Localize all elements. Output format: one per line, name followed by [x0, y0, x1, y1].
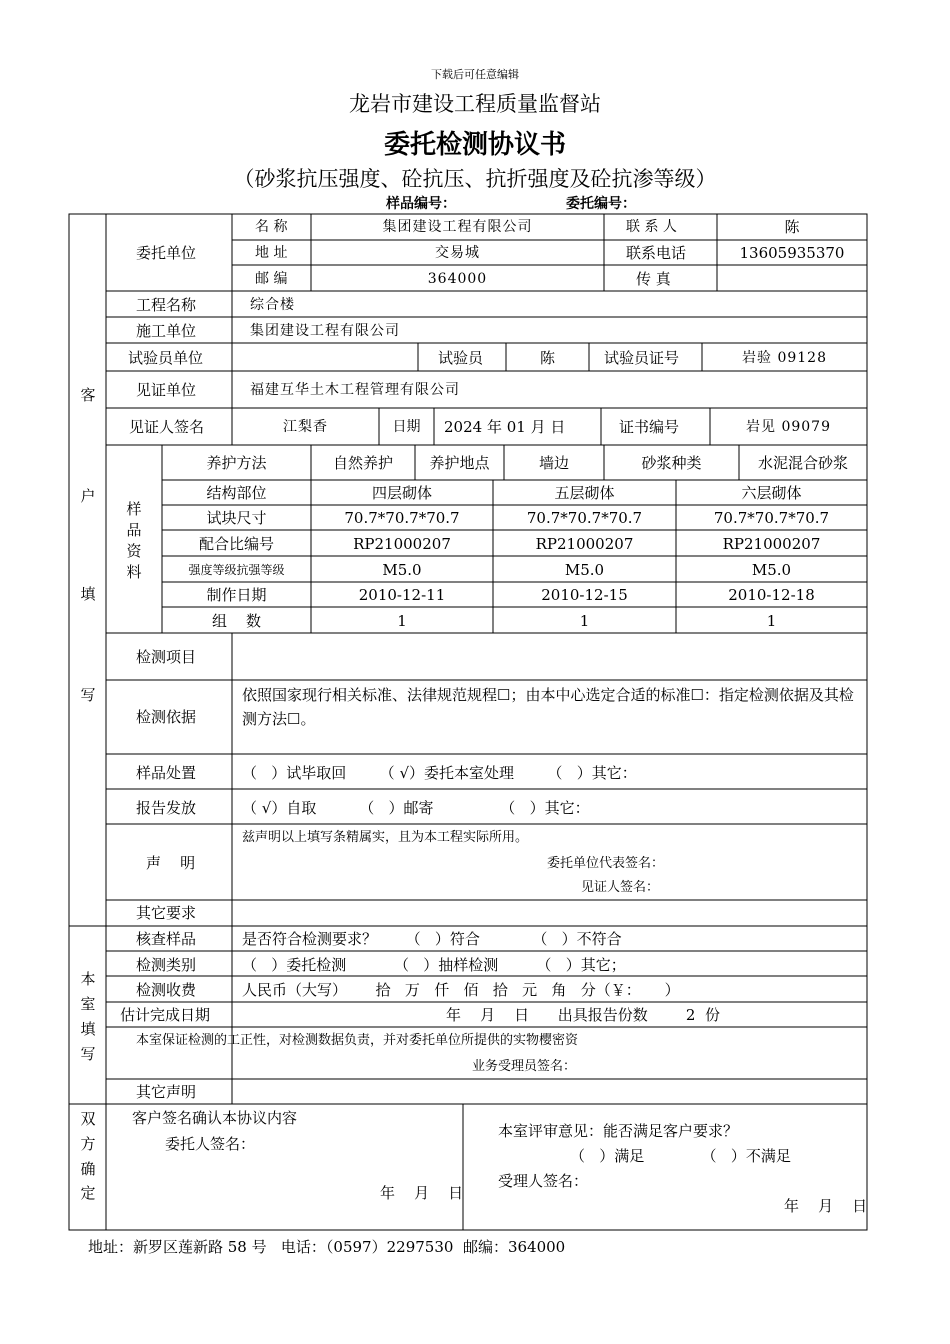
other-statement-label: 其它声明: [136, 1083, 197, 1101]
sample-disposal-label: 样品处置: [136, 764, 197, 782]
phone-label: 联系电话: [626, 244, 687, 262]
top-note: 下载后可任意编辑: [431, 68, 519, 81]
section-client-3: 填: [80, 585, 96, 603]
sample-cell: 70.7*70.7*70.7: [344, 509, 460, 527]
section-both-1: 双: [80, 1110, 96, 1128]
client-sign-label: 委托人签名：: [165, 1135, 256, 1153]
builder-value: 集团建设工程有限公司: [250, 323, 400, 339]
sample-cell: 1: [766, 612, 777, 630]
section-both-2: 方: [80, 1135, 96, 1153]
lab-review-text: 本室评审意见：能否满足客户要求？: [498, 1122, 739, 1140]
sample-row-label: 配合比编号: [198, 535, 274, 553]
phone-value: 13605935370: [739, 244, 845, 262]
client-confirm-text: 客户签名确认本协议内容: [132, 1109, 298, 1127]
receiver-sign: 业务受理员签名：: [472, 1059, 577, 1074]
cert-number-value: 岩见 09079: [746, 419, 831, 435]
sample-row-label: 组 数: [211, 612, 262, 630]
curing-method-label: 养护方法: [206, 454, 267, 472]
sample-cell: RP21000207: [353, 535, 451, 553]
sample-row-label: 制作日期: [206, 586, 267, 604]
mortar-type-value: 水泥混合砂浆: [757, 454, 848, 472]
sample-cell: 四层砌体: [371, 484, 432, 502]
test-basis-label: 检测依据: [136, 708, 197, 726]
witness-unit-label: 见证单位: [136, 381, 197, 399]
sample-cell: 2010-12-18: [728, 586, 815, 604]
witness-sign-label: 见证人签名: [129, 418, 205, 436]
section-both-4: 定: [80, 1184, 96, 1202]
statement-text: 兹声明以上填写条精属实，且为本工程实际所用。: [242, 830, 529, 845]
section-both-3: 确: [80, 1160, 96, 1178]
address-label: 地 址: [255, 245, 288, 261]
sample-cell: M5.0: [382, 561, 422, 579]
section-client-2: 户: [80, 487, 96, 505]
sample-row-label: 试块尺寸: [206, 509, 267, 527]
contact-value: 陈: [784, 218, 800, 236]
lab-sign-date: 年 月 日: [784, 1197, 868, 1215]
sample-cell: 五层砌体: [554, 484, 615, 502]
test-type-label: 检测类别: [136, 956, 197, 974]
section-lab-3: 填: [80, 1020, 96, 1038]
cert-number-label: 证书编号: [619, 418, 680, 436]
sample-cell: M5.0: [564, 561, 605, 579]
sample-cell: 1: [579, 612, 590, 630]
statement-witness-sign: 见证人签名：: [581, 880, 660, 895]
sample-cell: M5.0: [751, 561, 792, 579]
other-requirements-label: 其它要求: [136, 904, 197, 922]
witness-unit-value: 福建互华土木工程管理有限公司: [250, 382, 460, 398]
report-delivery-label: 报告发放: [136, 799, 197, 817]
test-type-value: （ ）委托检测 （ ）抽样检测 （ ）其它；: [242, 956, 626, 974]
witness-sign-value: 江梨香: [283, 419, 328, 435]
curing-place-label: 养护地点: [429, 454, 490, 472]
sample-row-label: 结构部位: [206, 484, 267, 502]
document-subtitle: （砂浆抗压强度、砼抗压、抗折强度及砼抗渗等级）: [233, 167, 717, 191]
test-item-label: 检测项目: [136, 648, 197, 666]
sample-cell: 2010-12-15: [541, 586, 628, 604]
name-value: 集团建设工程有限公司: [382, 219, 533, 235]
test-basis-value: 依照国家现行相关标准、法律规范规程☐；由本中心选定合适的标准☐：指定检测依据及其检测方法☐。: [242, 686, 854, 728]
curing-method-value: 自然养护: [332, 454, 393, 472]
name-label: 名 称: [255, 219, 288, 235]
date-value: 2024 年 01 月 日: [444, 418, 566, 436]
sample-number-label: 样品编号：: [386, 196, 456, 212]
postcode-value: 364000: [427, 271, 488, 287]
section-client-4: 写: [80, 686, 96, 704]
section-lab-1: 本: [80, 970, 96, 988]
sample-info-4: 料: [126, 563, 142, 581]
client-sign-date: 年 月 日: [380, 1184, 464, 1202]
entrust-number-label: 委托编号：: [566, 196, 636, 212]
sample-row-label: 强度等级抗强等级: [188, 563, 285, 577]
fax-label: 传 真: [636, 270, 671, 288]
sample-cell: 70.7*70.7*70.7: [526, 509, 643, 527]
sample-cell: RP21000207: [535, 535, 634, 553]
section-client-1: 客: [80, 386, 96, 404]
statement-label: 声 明: [146, 854, 196, 872]
check-sample-label: 核查样品: [136, 930, 197, 948]
document-title: 委托检测协议书: [383, 130, 566, 160]
section-lab-4: 写: [80, 1045, 96, 1063]
builder-label: 施工单位: [136, 322, 197, 340]
section-lab-2: 室: [80, 995, 96, 1013]
sample-info-2: 品: [126, 521, 142, 539]
sample-cell: 1: [397, 612, 407, 630]
curing-place-value: 墙边: [538, 454, 569, 472]
tester-label: 试验员: [438, 349, 484, 367]
postcode-label: 邮 编: [255, 271, 288, 287]
tester-cert-value: 岩验 09128: [742, 350, 827, 366]
check-sample-value: 是否符合检测要求？ （ ）符合 （ ）不符合: [242, 930, 622, 948]
lab-receiver-sign-label: 受理人签名：: [498, 1172, 589, 1190]
statement-rep-sign: 委托单位代表签名：: [547, 856, 665, 871]
lab-review-options: （ ）满足 （ ）不满足: [570, 1147, 791, 1165]
tester-cert-label: 试验员证号: [604, 349, 680, 367]
test-fee-value: 人民币（大写） 拾 万 仟 佰 拾 元 角 分（￥： ）: [242, 981, 680, 999]
test-fee-label: 检测收费: [136, 981, 197, 999]
sample-cell: 70.7*70.7*70.7: [713, 509, 830, 527]
lab-guarantee: 本室保证检测的工正性，对检测数据负责，并对委托单位所提供的实物樱密资: [136, 1033, 579, 1048]
finish-date-label: 估计完成日期: [120, 1006, 211, 1024]
sample-cell: 六层砌体: [741, 484, 802, 502]
organization-name: 龙岩市建设工程质量监督站: [349, 92, 601, 116]
tester-unit-label: 试验员单位: [128, 349, 204, 367]
sample-disposal-value: （ ）试毕取回 （ √）委托本室处理 （ ）其它：: [242, 764, 637, 782]
project-name-value: 综合楼: [250, 297, 295, 313]
sample-cell: RP21000207: [722, 535, 821, 553]
finish-date-value: 年 月 日 出具报告份数 2 份: [446, 1006, 720, 1024]
address-value: 交易城: [435, 245, 480, 261]
sample-info-3: 资: [126, 542, 142, 560]
tester-value: 陈: [539, 349, 555, 367]
date-label: 日期: [392, 419, 421, 435]
mortar-type-label: 砂浆种类: [641, 454, 702, 472]
contact-label: 联 系 人: [626, 219, 677, 235]
report-delivery-value: （ √）自取 （ ）邮寄 （ ）其它：: [242, 799, 590, 817]
footer-address: 地址：新罗区莲新路 58 号 电话：（0597）2297530 邮编：364000: [88, 1238, 566, 1256]
sample-info-1: 样: [126, 500, 142, 518]
sample-cell: 2010-12-11: [358, 586, 446, 604]
entrust-unit-label: 委托单位: [136, 244, 197, 262]
project-name-label: 工程名称: [136, 296, 197, 314]
